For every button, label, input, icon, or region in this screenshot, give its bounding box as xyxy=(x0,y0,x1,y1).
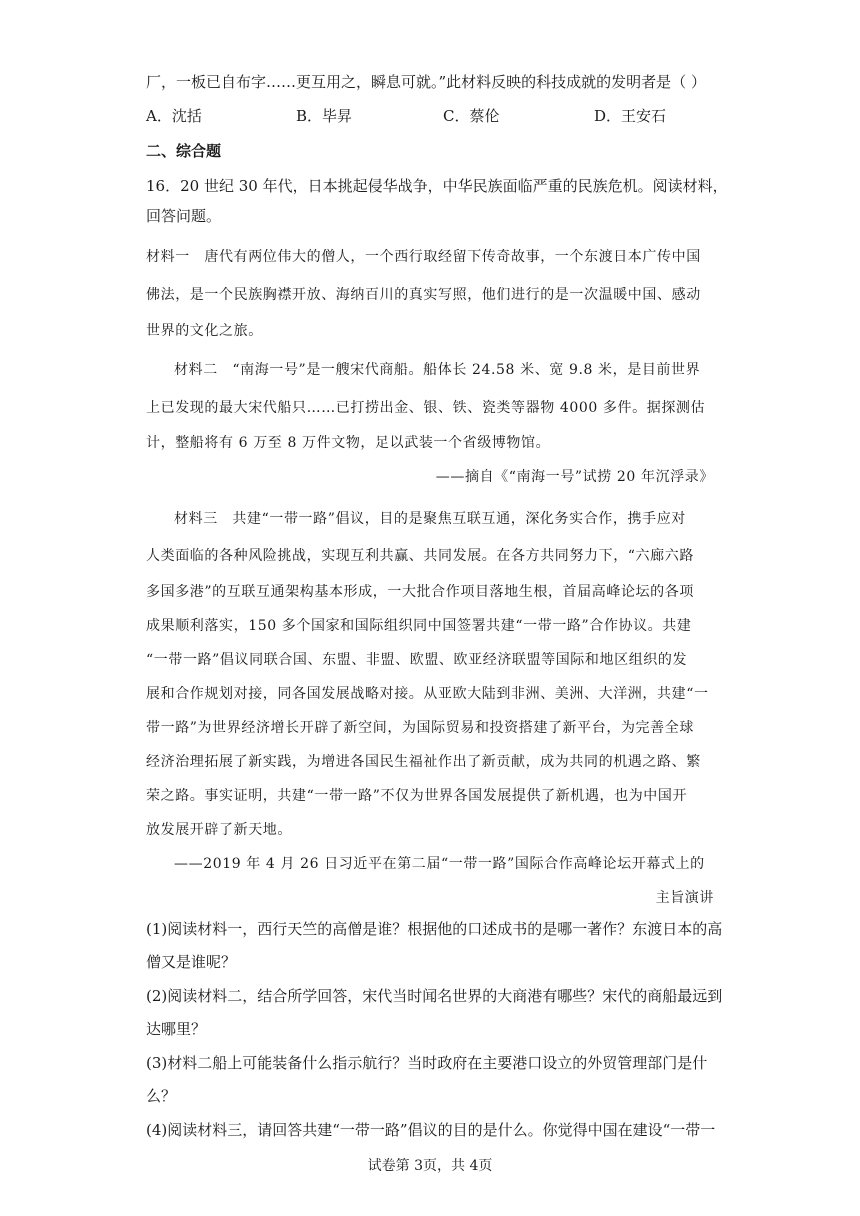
material3-line: 多国多港”的互联互通架构基本形成，一大批合作项目落地生根，首届高峰论坛的各项 xyxy=(146,584,694,600)
q16-subquestion: (3)材料二船上可能装备什么指示航行？当时政府在主要港口设立的外贸管理部门是什 xyxy=(146,1054,708,1072)
material3-line: 经济治理拓展了新实践，为增进各国民生福祉作出了新贡献，成为共同的机遇之路、繁 xyxy=(146,754,701,770)
material3-source: ——2019 年 4 月 26 日习近平在第二届“一带一路”国际合作高峰论坛开幕式上的 xyxy=(174,856,705,872)
q16-stem-line: 16．20 世纪 30 年代，日本挑起侵华战争，中华民族面临严重的民族危机。阅读材料， xyxy=(146,177,728,195)
q16-subquestion: (1)阅读材料一，西行天竺的高僧是谁？根据他的口述成书的是哪一著作？东渡日本的高 xyxy=(146,920,723,938)
q15-option-c: C．蔡伦 xyxy=(443,107,500,125)
q15-stem-tail: 厂，一板已自布字……更互用之，瞬息可就。”此材料反映的科技成就的发明者是（ ） xyxy=(146,73,706,91)
material1-line: 材料一 唐代有两位伟大的僧人，一个西行取经留下传奇故事，一个东渡日本广传中国 xyxy=(146,249,701,265)
material1-line: 佛法，是一个民族胸襟开放、海纳百川的真实写照，他们进行的是一次温暖中国、感动 xyxy=(146,287,701,303)
material3-line: 成果顺利落实，150 多个国家和国际组织同中国签署共建“一带一路”合作协议。共建 xyxy=(146,618,692,634)
material2-line: 计，整船将有 6 万至 8 万件文物，足以武装一个省级博物馆。 xyxy=(146,435,551,451)
q16-stem-line: 回答问题。 xyxy=(146,207,222,225)
material3-line: 材料三 共建“一带一路”倡议，目的是聚焦互联互通，深化务实合作，携手应对 xyxy=(174,511,686,527)
material3-line: 人类面临的各种风险挑战，实现互利共赢、共同发展。在各方共同努力下，“六廊六路 xyxy=(146,548,694,564)
material2-line: 上已发现的最大宋代船只……已打捞出金、银、铁、瓷类等器物 4000 多件。据探测估 xyxy=(146,400,706,416)
material3-line: 带一路”为世界经济增长开辟了新空间，为国际贸易和投资搭建了新平台，为完善全球 xyxy=(146,720,694,736)
material1-line: 世界的文化之旅。 xyxy=(146,323,263,339)
material3-line: “一带一路”倡议同联合国、东盟、非盟、欧盟、欧亚经济联盟等国际和地区组织的发 xyxy=(146,652,688,668)
material3-line: 展和合作规划对接，同各国发展战略对接。从亚欧大陆到非洲、美洲、大洋洲，共建“一 xyxy=(146,686,709,702)
q15-option-b: B．毕昇 xyxy=(296,107,353,125)
q15-option-a: A．沈括 xyxy=(146,107,202,125)
material3-line: 放发展开辟了新天地。 xyxy=(146,822,292,838)
q16-subquestion: 僧又是谁呢？ xyxy=(146,953,237,971)
section-title: 二、综合题 xyxy=(146,142,222,160)
q15-option-d: D．王安石 xyxy=(594,107,667,125)
q16-subquestion: 么？ xyxy=(146,1087,177,1105)
q16-subquestion: 达哪里？ xyxy=(146,1020,207,1038)
material3-source: 主旨演讲 xyxy=(655,890,714,906)
page-footer: 试卷第 3页，共 4页 xyxy=(367,1158,493,1174)
q16-subquestion: (4)阅读材料三，请回答共建“一带一路”倡议的目的是什么。你觉得中国在建设“一带一 xyxy=(146,1121,716,1139)
material2-source: ——摘自《“南海一号”试捞 20 年沉浮录》 xyxy=(435,469,714,485)
material3-line: 荣之路。事实证明，共建“一带一路”不仅为世界各国发展提供了新机遇，也为中国开 xyxy=(146,788,688,804)
q16-subquestion: (2)阅读材料二，结合所学回答，宋代当时闻名世界的大商港有哪些？宋代的商船最远到 xyxy=(146,987,723,1005)
material2-line: 材料二 “南海一号”是一艘宋代商船。船体长 24.58 米、宽 9.8 米，是目前世界 xyxy=(174,362,701,378)
